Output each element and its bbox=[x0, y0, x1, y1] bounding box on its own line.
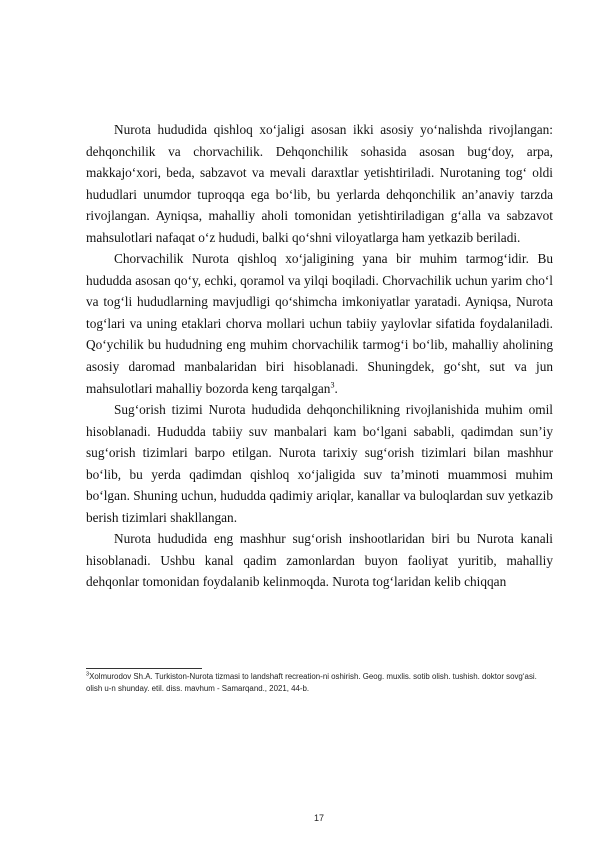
paragraph-canal: Nurota hududida eng mashhur sug‘orish inshootlaridan biri bu Nurota kanali hisoblanadi. Ushbu kanal qadim zamonlardan buyon faoliyat yuritib, mahalliy dehqonlar tomonidan foydalanib kelinmoqda. Nurota tog‘laridan kelib chiqqan bbox=[86, 531, 553, 590]
page-number: 17 bbox=[313, 813, 324, 823]
footnote-reference[interactable]: 3 bbox=[330, 380, 335, 390]
footnote bbox=[86, 671, 553, 695]
paragraph-livestock-text: Chorvachilik Nurota qishloq xo‘jaligining yana bir muhim tarmog‘idir. Bu hududda asosan qo‘y, echki, qoramol va yilqi boqiladi. Chorvachilik uchun yarim cho‘l va tog‘li hududlarning mavjudligi qo‘shimcha imkoniyatlar yaratadi. Ayniqsa, Nurota tog‘lari va uning etaklari chorva mollari uchun tabiiy yaylovlar sifatida foydalaniladi. Qo‘ychilik bu hududning eng muhim chorvachilik tarmog‘i bo‘lib, mahalliy aholining asosiy daromad manbalaridan biri hisoblanadi. Shuningdek, go‘sht, sut va jun mahsulotlari mahalliy bozorda keng tarqalgan bbox=[86, 251, 553, 396]
body-text bbox=[86, 119, 553, 593]
footnote-marker: 3 bbox=[86, 671, 90, 678]
footnote-divider bbox=[86, 668, 202, 669]
footnote-text: Xolmurodov Sh.A. Turkiston-Nurota tizmasi to landshaft recreation-ni oshirish. Geog. muxlis. sotib olish. tushish. doktor sovg‘asi. olish u-n shunday. etil. diss. mavhum - Samarqand., 2021, 44-b. bbox=[86, 672, 537, 693]
paragraph-farming: Nurota hududida qishloq xo‘jaligi asosan ikki asosiy yo‘nalishda rivojlangan: dehqonchilik va chorvachilik. Dehqonchilik sohasida asosan bug‘doy, arpa, makkajo‘xori, beda, sabzavot va mevali daraxtlar yetishtiriladi. Nurotaning tog‘ oldi hududlari unumdor tuproqqa ega bo‘lib, bu yerlarda dehqonchilik an’anaviy tarzda rivojlangan. Ayniqsa, mahalliy aholi tomonidan yetishtiriladigan g‘alla va sabzavot mahsulotlari nafaqat o‘z hududi, balki qo‘shni viloyatlarga ham yetkazib beriladi. bbox=[86, 122, 553, 245]
paragraph-livestock-tail: . bbox=[334, 380, 338, 396]
paragraph-irrigation: Sug‘orish tizimi Nurota hududida dehqonchilikning rivojlanishida muhim omil hisoblanadi. Hududda tabiiy suv manbalari kam bo‘lgani sababli, qadimdan sun’iy sug‘orish tizimlari barpo etilgan. Nurota tarixiy sug‘orish tizimlari bilan mashhur bo‘lib, bu yerda qadimdan qishloq xo‘jaligida suv ta’minoti muammosi muhim bo‘lgan. Shuning uchun, hududda qadimiy ariqlar, kanallar va buloqlardan suv yetkazib berish tizimlari shakllangan. bbox=[86, 402, 553, 525]
paragraph-livestock bbox=[86, 248, 553, 399]
